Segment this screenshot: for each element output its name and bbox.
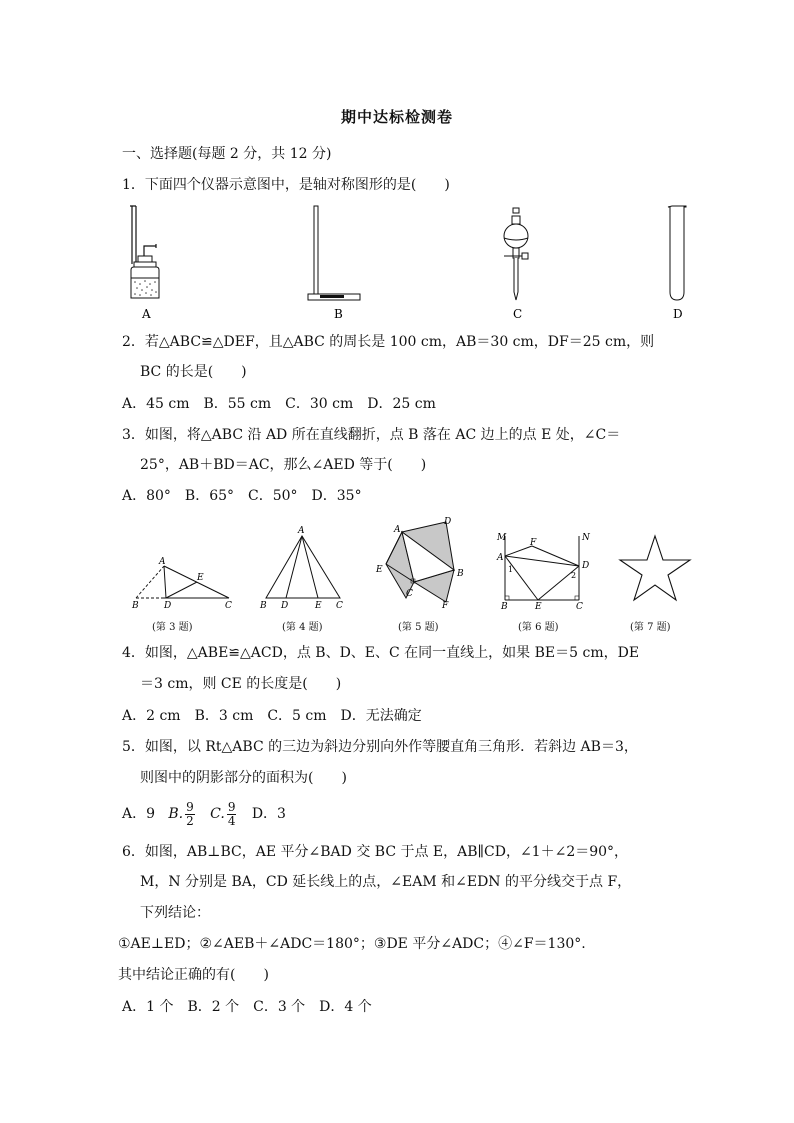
svg-text:C: C	[336, 601, 343, 611]
q2-line1: 2．若△ABC≌△DEF，且△ABC 的周长是 100 cm，AB＝30 cm，DF＝25 cm，则	[122, 334, 655, 350]
caption-q4: (第 4 题)	[282, 622, 323, 633]
q5-options: A．9 B. $\frac{9}{2}$ C. $\frac{9}{4}$ D．3	[122, 799, 286, 828]
svg-text:D: D	[582, 561, 590, 571]
q3-line2: 25°，AB＋BD＝AC，那么∠AED 等于( )	[140, 457, 427, 473]
svg-text:A: A	[394, 525, 401, 535]
svg-text:D: D	[444, 517, 452, 527]
q4-line2: ＝3 cm，则 CE 的长度是( )	[140, 676, 342, 692]
q1-instruments-figure	[120, 204, 700, 328]
separatory-funnel-icon	[504, 208, 528, 300]
caption-q6: (第 6 题)	[518, 622, 559, 633]
q6-line5: 其中结论正确的有( )	[118, 967, 269, 983]
q6-options: A．1 个 B．2 个 C．3 个 D．4 个	[122, 999, 372, 1015]
svg-text:A: A	[298, 526, 305, 536]
q6-line1: 6．如图，AB⊥BC，AE 平分∠BAD 交 BC 于点 E，AB∥CD，∠1＋∠2＝90°，	[122, 844, 629, 860]
q1-stem: 1．下面四个仪器示意图中，是轴对称图形的是( )	[122, 177, 450, 193]
q4-options: A．2 cm B．3 cm C．5 cm D．无法确定	[122, 708, 422, 724]
svg-text:E: E	[315, 601, 322, 611]
q6-line2: M，N 分别是 BA，CD 延长线上的点，∠EAM 和∠EDN 的平分线交于点 F，	[140, 874, 632, 890]
q3-line1: 3．如图，将△ABC 沿 AD 所在直线翻折，点 B 落在 AC 边上的点 E 处，∠C＝	[122, 427, 621, 443]
svg-text:F: F	[442, 601, 449, 611]
iron-stand-icon	[308, 206, 360, 300]
q4-line1: 4．如图，△ABE≌△ACD，点 B、D、E、C 在同一直线上，如果 BE＝5 cm，DE	[122, 645, 640, 661]
svg-text:1: 1	[508, 565, 514, 574]
svg-text:B: B	[260, 601, 267, 611]
geometry-figures-row	[124, 516, 700, 616]
q3-options: A．80° B．65° C．50° D．35°	[122, 488, 362, 504]
svg-text:C: C	[406, 589, 413, 599]
page-title: 期中达标检测卷	[340, 108, 453, 126]
option-label-d: D	[673, 307, 683, 321]
svg-text:M: M	[497, 533, 507, 543]
svg-text:A: A	[497, 553, 504, 563]
svg-text:B: B	[457, 569, 464, 579]
svg-text:E: E	[535, 602, 542, 612]
option-label-b: B	[334, 307, 343, 321]
section-heading: 一、选择题(每题 2 分，共 12 分)	[122, 146, 332, 162]
figure-q6	[496, 533, 591, 612]
figure-q3	[131, 557, 232, 611]
svg-text:B: B	[501, 602, 508, 612]
q6-line4: ①AE⊥ED；②∠AEB＋∠ADC＝180°；③DE 平分∠ADC；④∠F＝130°.	[118, 936, 586, 952]
svg-text:2: 2	[571, 571, 577, 580]
svg-text:D: D	[281, 601, 289, 611]
svg-text:E: E	[376, 565, 383, 575]
caption-q7: (第 7 题)	[630, 622, 671, 633]
figure-q4	[259, 526, 343, 611]
caption-q3: (第 3 题)	[152, 622, 193, 633]
test-tube-icon	[668, 206, 686, 300]
svg-text:E: E	[197, 573, 204, 583]
svg-text:D: D	[164, 601, 172, 611]
q5-line1: 5．如图，以 Rt△ABC 的三边为斜边分别向外作等腰直角三角形．若斜边 AB＝3，	[122, 739, 638, 755]
svg-text:C: C	[576, 602, 583, 612]
q2-line2: BC 的长是( )	[140, 364, 247, 380]
figure-q5	[375, 517, 464, 611]
gas-bottle-icon	[130, 206, 159, 298]
svg-text:B: B	[132, 601, 139, 611]
q5-line2: 则图中的阴影部分的面积为( )	[140, 770, 347, 786]
figure-q7-star	[620, 536, 690, 600]
option-label-a: A	[142, 307, 151, 321]
q2-options: A．45 cm B．55 cm C．30 cm D．25 cm	[122, 396, 436, 412]
q6-line3: 下列结论：	[140, 905, 210, 921]
svg-text:A: A	[159, 557, 166, 567]
option-label-c: C	[513, 307, 523, 321]
svg-text:C: C	[225, 601, 232, 611]
caption-q5: (第 5 题)	[398, 622, 439, 633]
svg-text:N: N	[582, 533, 590, 543]
svg-text:F: F	[530, 538, 537, 548]
